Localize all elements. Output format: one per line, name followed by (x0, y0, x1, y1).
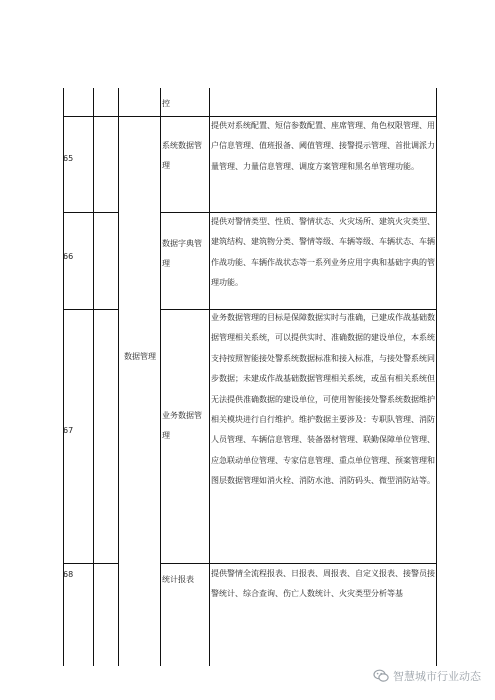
row-number: 67 (63, 426, 74, 435)
row-divider-2 (63, 212, 119, 213)
row-number: 68 (63, 570, 74, 579)
row-divider-3 (63, 309, 119, 310)
submodule-name: 业务数据管理 (162, 411, 202, 440)
row-description: 提供警情全流程报表、日报表、周报表、自定义报表、接警员接警统计、综合查询、伤亡人数统计、火灾类型分析等基 (211, 569, 435, 599)
row-number: 65 (63, 154, 74, 163)
table-border-left (63, 88, 64, 666)
row-description: 业务数据管理的目标是保障数据实时与准确，已建成作战基础数据管理相关系统，可以提供实时、准确数据的建设单位，本系统支持按照智能接处警系统数据标准和接入标准，与接处警系统同步数据；未建成作战基础数据管理相关系统，或虽有相关系统但无法提供准确数据的建设单位，可使用智能接处警系统数据维护相关模块进行自行维护。维护数据主要涉及：专职队管理、消防人员管理、车辆信息管理、装备器材管理、联勤保障单位管理、应急联动单位管理、专家信息管理、重点单位管理、预案管理和图层数据管理如消火栓、消防水池、消防码头、微型消防站等。 (211, 313, 435, 486)
submodule-name: 系统数据管理 (162, 141, 202, 170)
row-number: 66 (63, 252, 74, 261)
watermark-text: 智慧城市行业动态 (393, 670, 481, 683)
table-divider-4 (209, 88, 210, 666)
table-divider-2 (118, 88, 119, 666)
module-name: 数据管理 (124, 352, 156, 361)
row-description: 提供对系统配置、短信参数配置、座席管理、角色权限管理、用户信息管理、值班报备、阈值管理、接警提示管理、首批调派力量管理、力量信息管理、调度方案管理和黑名单管理功能。 (211, 121, 435, 171)
watermark (373, 668, 481, 684)
table-divider-1 (93, 88, 94, 666)
top-row-cell: 控 (162, 99, 170, 108)
row-description: 提供对警情类型、性质、警情状态、火灾场所、建筑火灾类型、建筑结构、建筑物分类、警情等级、车辆等级、车辆状态、车辆作战功能、车辆作战状态等一系列业务应用字典和基础字典的管理功能。 (211, 217, 435, 288)
wechat-bubble-icon (373, 669, 389, 683)
submodule-name: 统计报表 (162, 575, 194, 584)
submodule-name: 数据字典管理 (162, 239, 202, 268)
table-divider-3 (160, 88, 161, 666)
row-divider-4 (63, 563, 119, 564)
